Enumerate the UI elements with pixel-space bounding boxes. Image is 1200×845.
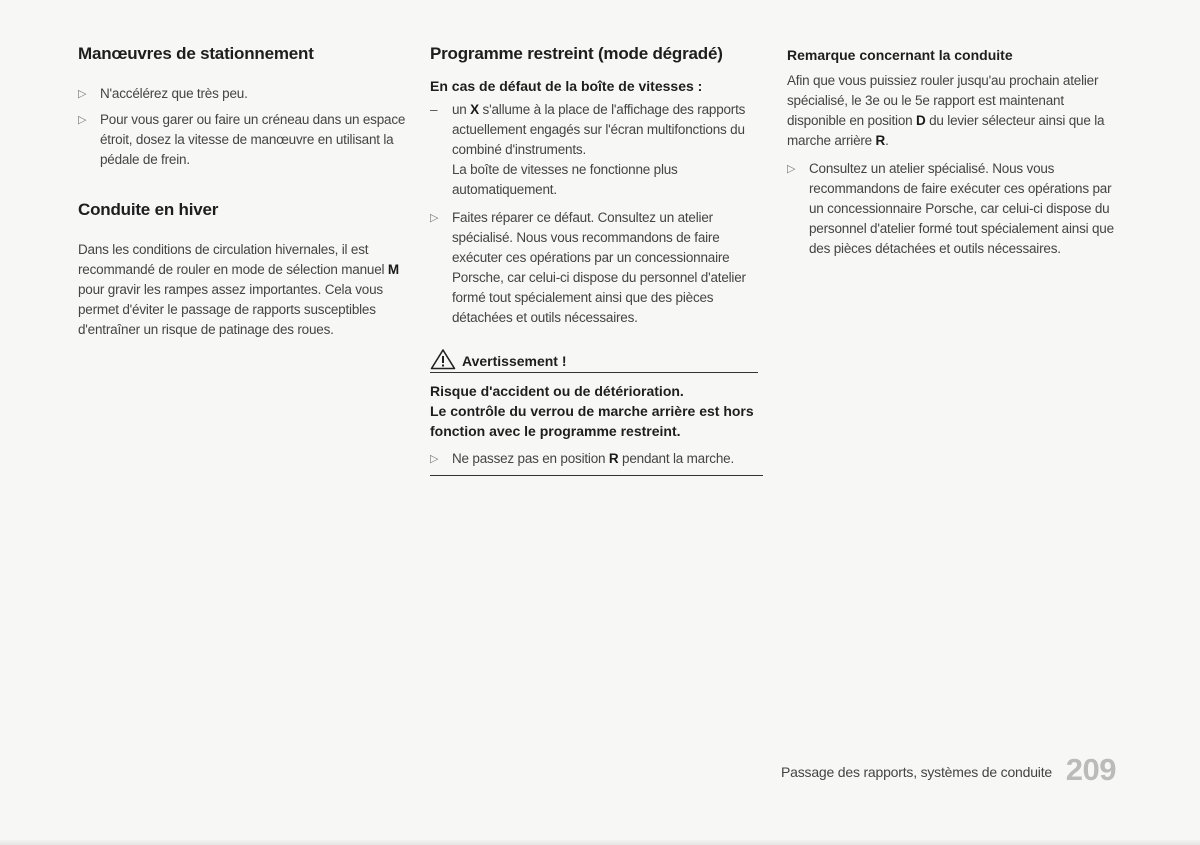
warning-end-rule [430, 475, 763, 476]
section-title-winter: Conduite en hiver [78, 200, 219, 219]
triangle-bullet-icon: ▷ [430, 453, 439, 465]
warning-detail: Le contrôle du verrou de marche arrière est hors fonction avec le programme restreint. [430, 403, 754, 439]
triangle-bullet-icon: ▷ [787, 163, 796, 175]
warning-triangle-icon [430, 348, 456, 370]
section-title-parking: Manœuvres de stationnement [78, 44, 314, 63]
driving-note-paragraph: Afin que vous puissiez rouler jusqu'au prochain atelier spécialisé, le 3e ou le 5e rapport est maintenant disponible en position D du levier sélecteur ainsi que la marche arrière R. [787, 73, 1105, 148]
page-number: 209 [1065, 752, 1116, 787]
triangle-bullet-icon: ▷ [78, 114, 87, 126]
warning-title: Avertissement ! [462, 353, 567, 369]
list-item: ▷ Ne passez pas en position R pendant la marche. [430, 449, 763, 469]
list-item: ▷ N'accélérez que très peu. [78, 84, 410, 104]
page-edge [0, 839, 1200, 845]
section-title-driving-note: Remarque concernant la conduite [787, 47, 1013, 63]
section-title-restricted-program: Programme restreint (mode dégradé) [430, 44, 723, 63]
triangle-bullet-icon: ▷ [78, 88, 87, 100]
subsection-title-gearbox-fault: En cas de défaut de la boîte de vitesses : [430, 78, 703, 94]
winter-paragraph: Dans les conditions de circulation hivernales, il est recommandé de rouler en mode de sélection manuel M pour gravir les rampes assez importantes. Cela vous permet d'éviter le passage de rapports susceptibles d'entraîner un risque de patinage des roues. [78, 242, 399, 337]
column-right [787, 44, 1117, 259]
dash-item: – un X s'allume à la place de l'affichage des rapports actuellement engagés sur l'écran multifonctions du combiné d'instruments. La boîte de vitesses ne fonctionne plus automatiquement. [430, 102, 746, 197]
column-left [78, 44, 410, 340]
footer-chapter: Passage des rapports, systèmes de conduite [781, 764, 1052, 780]
list-item: ▷ Consultez un atelier spécialisé. Nous vous recommandons de faire exécuter ces opérations par un concessionnaire Porsche, car celui-ci dispose du personnel d'atelier formé tout spécialement ainsi que des pièces détachées et outils nécessaires. [787, 161, 1114, 256]
dash-marker: – [430, 102, 438, 117]
triangle-bullet-icon: ▷ [430, 212, 439, 224]
warning-header [430, 348, 758, 373]
warning-risk: Risque d'accident ou de détérioration. [430, 383, 684, 399]
list-item: ▷ Faites réparer ce défaut. Consultez un atelier spécialisé. Nous vous recommandons de faire exécuter ces opérations par un concessionnaire Porsche, car celui-ci dispose du personnel d'atelier formé tout spécialement ainsi que des pièces détachées et outils nécessaires. [430, 210, 746, 325]
column-middle [430, 44, 763, 476]
list-item: ▷ Pour vous garer ou faire un créneau dans un espace étroit, dosez la vitesse de manœuvre en utilisant la pédale de frein. [78, 112, 406, 167]
